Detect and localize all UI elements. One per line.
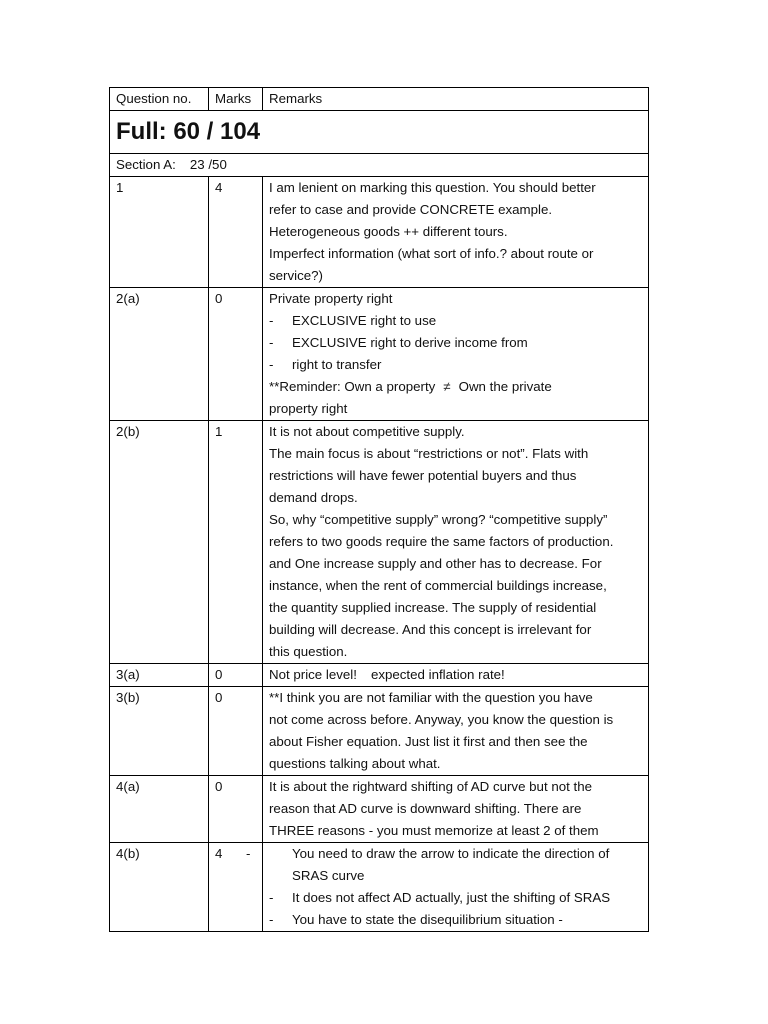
remark-line [269,376,642,398]
table-header-row [110,88,649,111]
question-marks: 4 [209,177,263,288]
question-number: 4(a) [110,776,209,843]
section-a-row [110,154,649,177]
remark-line: and One increase supply and other has to decrease. For [269,556,602,571]
remark-line: It is about the rightward shifting of AD curve but not the [269,779,593,794]
section-a-cell [110,154,649,177]
bullet-dash: - [269,912,274,927]
section-a-score: 23 /50 [189,157,227,172]
reminder-text-cont: Own the private [458,379,552,394]
bullet-dash: - [269,313,274,328]
question-number: 2(b) [110,421,209,664]
question-remarks [246,843,649,932]
remark-line: restrictions will have fewer potential buyers and thus [269,468,577,483]
question-number: 3(b) [110,687,209,776]
remark-line: The main focus is about “restrictions or not”. Flats with [269,446,589,461]
bullet-text: You have to state the disequilibrium situation - [292,912,563,927]
remark-line: the quantity supplied increase. The supply of residential [269,600,597,615]
remark-line: property right [269,401,348,416]
remark-line: Heterogeneous goods ++ different tours. [269,224,508,239]
table-row [110,687,649,776]
remark-line: about Fisher equation. Just list it first and then see the [269,734,588,749]
full-score: Full: 60 / 104 [110,111,649,154]
question-remarks [263,687,649,776]
bullet-item [269,887,642,909]
header-question-no: Question no. [110,88,209,111]
bullet-item [269,354,642,376]
question-marks: 4 [209,843,263,932]
question-number: 1 [110,177,209,288]
question-marks: 1 [209,421,263,664]
question-remarks [263,288,649,421]
bullet-text: EXCLUSIVE right to derive income from [292,335,528,350]
remark-line: questions talking about what. [269,756,441,771]
bullet-item [269,332,642,354]
remark-line: So, why “competitive supply” wrong? “competitive supply” [269,512,608,527]
bullet-dash: - [269,890,274,905]
question-marks: 0 [209,288,263,421]
bullet-text: right to transfer [292,357,382,372]
question-number: 3(a) [110,664,209,687]
bullet-item [246,843,642,887]
question-remarks [263,177,649,288]
table-row [110,776,649,843]
remark-line: not come across before. Anyway, you know the question is [269,712,614,727]
section-a-label: Section A: [116,157,176,172]
remark-line: demand drops. [269,490,358,505]
remark-line: instance, when the rent of commercial buildings increase, [269,578,607,593]
bullet-dash: - [246,846,251,861]
question-remarks [263,421,649,664]
bullet-text: It does not affect AD actually, just the shifting of SRAS [292,890,611,905]
header-remarks: Remarks [263,88,649,111]
bullet-item [269,310,642,332]
table-row [110,177,649,288]
question-number: 2(a) [110,288,209,421]
remark-line: **I think you are not familiar with the question you have [269,690,593,705]
bullet-text: EXCLUSIVE right to use [292,313,437,328]
table-row [110,843,649,932]
table-row [110,288,649,421]
header-marks: Marks [209,88,263,111]
question-number: 4(b) [110,843,209,932]
bullet-item [269,909,642,931]
table-row [110,421,649,664]
full-score-row [110,111,649,154]
question-marks: 0 [209,664,263,687]
remark-line: building will decrease. And this concept is irrelevant for [269,622,592,637]
question-marks: 0 [209,687,263,776]
remark-line: refers to two goods require the same factors of production. [269,534,614,549]
remark-line: refer to case and provide CONCRETE example. [269,202,553,217]
reminder-text: **Reminder: Own a property [269,379,436,394]
remark-line: I am lenient on marking this question. You should better [269,180,596,195]
remark-line [269,664,642,686]
marking-table [109,87,649,932]
not-equal-symbol: ≠ [443,379,451,394]
question-marks: 0 [209,776,263,843]
question-remarks [263,776,649,843]
remark-line: this question. [269,644,348,659]
remark-line: service?) [269,268,323,283]
remark-part: Not price level! [269,667,357,682]
bullet-dash: - [269,357,274,372]
remark-part: expected inflation rate! [370,667,505,682]
remark-line: Private property right [269,291,393,306]
remark-line: reason that AD curve is downward shifting. There are [269,801,582,816]
remark-line: Imperfect information (what sort of info.? about route or [269,246,594,261]
bullet-text: You need to draw the arrow to indicate the direction of SRAS curve [292,846,610,883]
table-row [110,664,649,687]
remark-line: THREE reasons - you must memorize at least 2 of them [269,823,599,838]
bullet-dash: - [269,335,274,350]
question-remarks [263,664,649,687]
remark-line: It is not about competitive supply. [269,424,465,439]
